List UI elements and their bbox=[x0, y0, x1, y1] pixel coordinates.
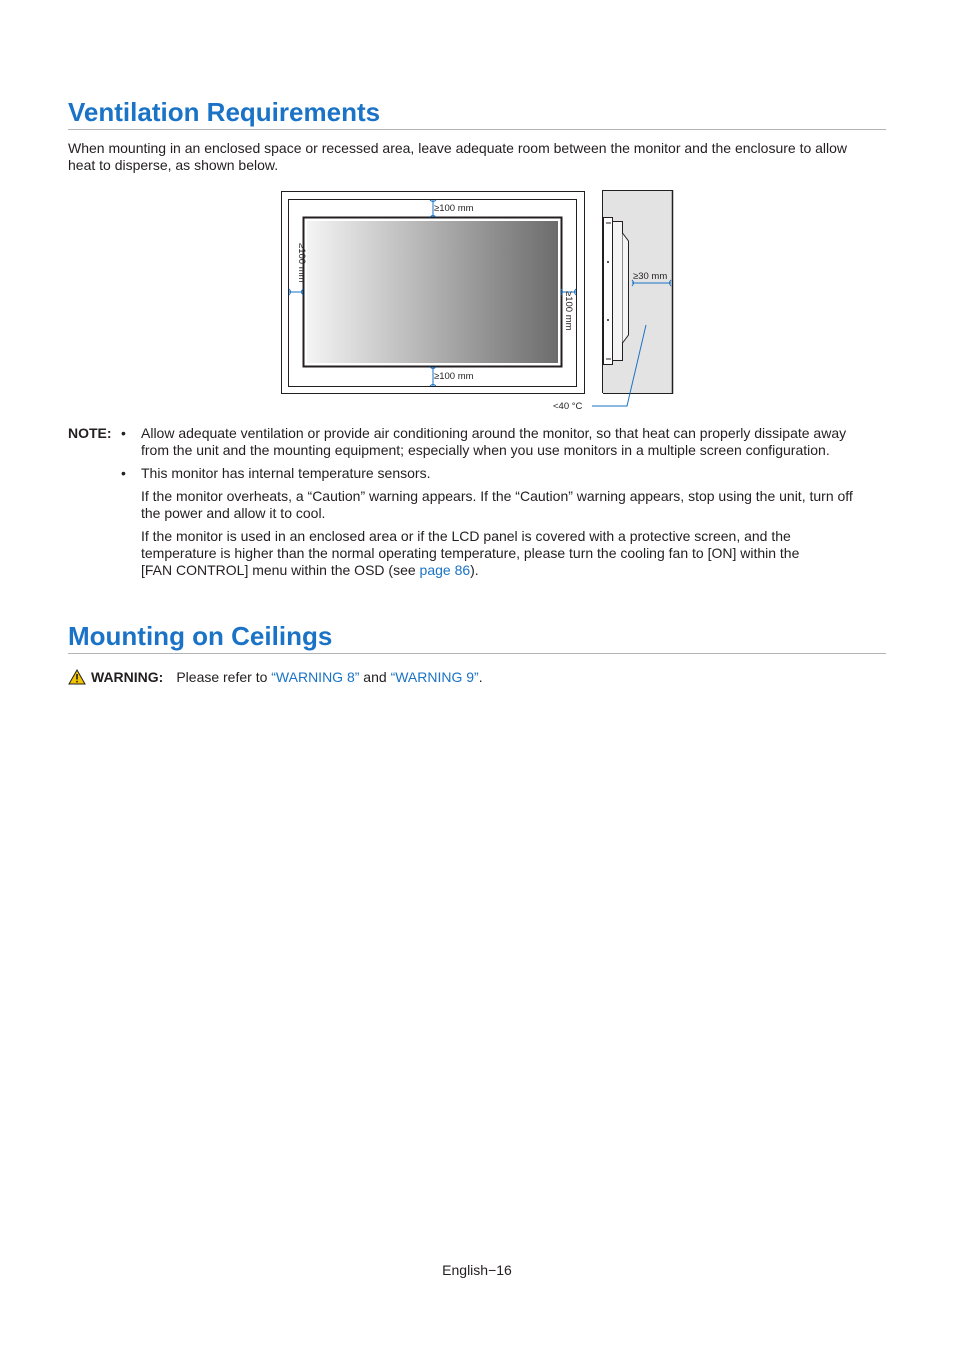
warning-label: WARNING: bbox=[91, 669, 164, 685]
page-number: English−16 bbox=[442, 1262, 512, 1278]
warning-9-link[interactable]: “WARNING 9” bbox=[390, 669, 479, 685]
fan-line-3 bbox=[141, 562, 799, 579]
top-gap-label: ≥100 mm bbox=[434, 203, 474, 214]
fan-line-3-suffix: ). bbox=[470, 562, 479, 578]
fan-line-3-prefix: [FAN CONTROL] menu within the OSD (see bbox=[141, 562, 420, 578]
left-gap-label: ≥100 mm bbox=[296, 243, 307, 283]
note-paragraph-overheat bbox=[141, 488, 853, 522]
temperature-label: <40 °C bbox=[553, 401, 583, 412]
note-bullet-1 bbox=[141, 425, 846, 459]
section-title-ceilings: Mounting on Ceilings bbox=[68, 621, 886, 654]
note-bullet-2-marker: • bbox=[121, 465, 126, 481]
note-bullet-1-line-1: Allow adequate ventilation or provide air conditioning around the monitor, so that heat can properly dissipate away bbox=[141, 425, 847, 441]
warning-refer-text: Please refer to bbox=[176, 669, 272, 685]
warning-and-text: and bbox=[359, 669, 391, 685]
note-bullet-2: This monitor has internal temperature sensors. bbox=[141, 465, 431, 481]
overheat-line-2: the power and allow it to cool. bbox=[141, 505, 326, 521]
intro-line-2: heat to disperse, as shown below. bbox=[68, 157, 279, 173]
warning-end-text: . bbox=[478, 669, 483, 685]
intro-line-1: When mounting in an enclosed space or recessed area, leave adequate room between the monitor and the enclosure to allow bbox=[68, 140, 848, 156]
bottom-gap-label: ≥100 mm bbox=[434, 371, 474, 382]
note-bullet-1-marker: • bbox=[121, 425, 126, 441]
fan-line-1: If the monitor is used in an enclosed area or if the LCD panel is covered with a protective screen, and the bbox=[141, 528, 791, 544]
monitor-screen bbox=[307, 221, 558, 363]
ventilation-diagram bbox=[270, 185, 690, 415]
section-title-ventilation: Ventilation Requirements bbox=[68, 97, 886, 130]
note-bullet-1-line-2: from the unit and the mounting equipment; especially when you use monitors in a multiple screen configuration. bbox=[141, 442, 830, 458]
fan-line-2: temperature is higher than the normal operating temperature, please turn the cooling fan to [ON] within the bbox=[141, 545, 800, 561]
note-label: NOTE: bbox=[68, 425, 112, 441]
warning-8-link[interactable]: “WARNING 8” bbox=[271, 669, 360, 685]
right-gap-label: ≥100 mm bbox=[563, 291, 574, 331]
intro-paragraph bbox=[68, 140, 847, 174]
page-86-link[interactable]: page 86 bbox=[419, 562, 471, 578]
rear-gap-label: ≥30 mm bbox=[633, 271, 668, 282]
warning-triangle-icon bbox=[68, 669, 86, 685]
overheat-line-1: If the monitor overheats, a “Caution” warning appears. If the “Caution” warning appears, stop using the unit, turn off bbox=[141, 488, 853, 504]
warning-row bbox=[68, 668, 483, 686]
note-paragraph-fan bbox=[141, 528, 799, 579]
